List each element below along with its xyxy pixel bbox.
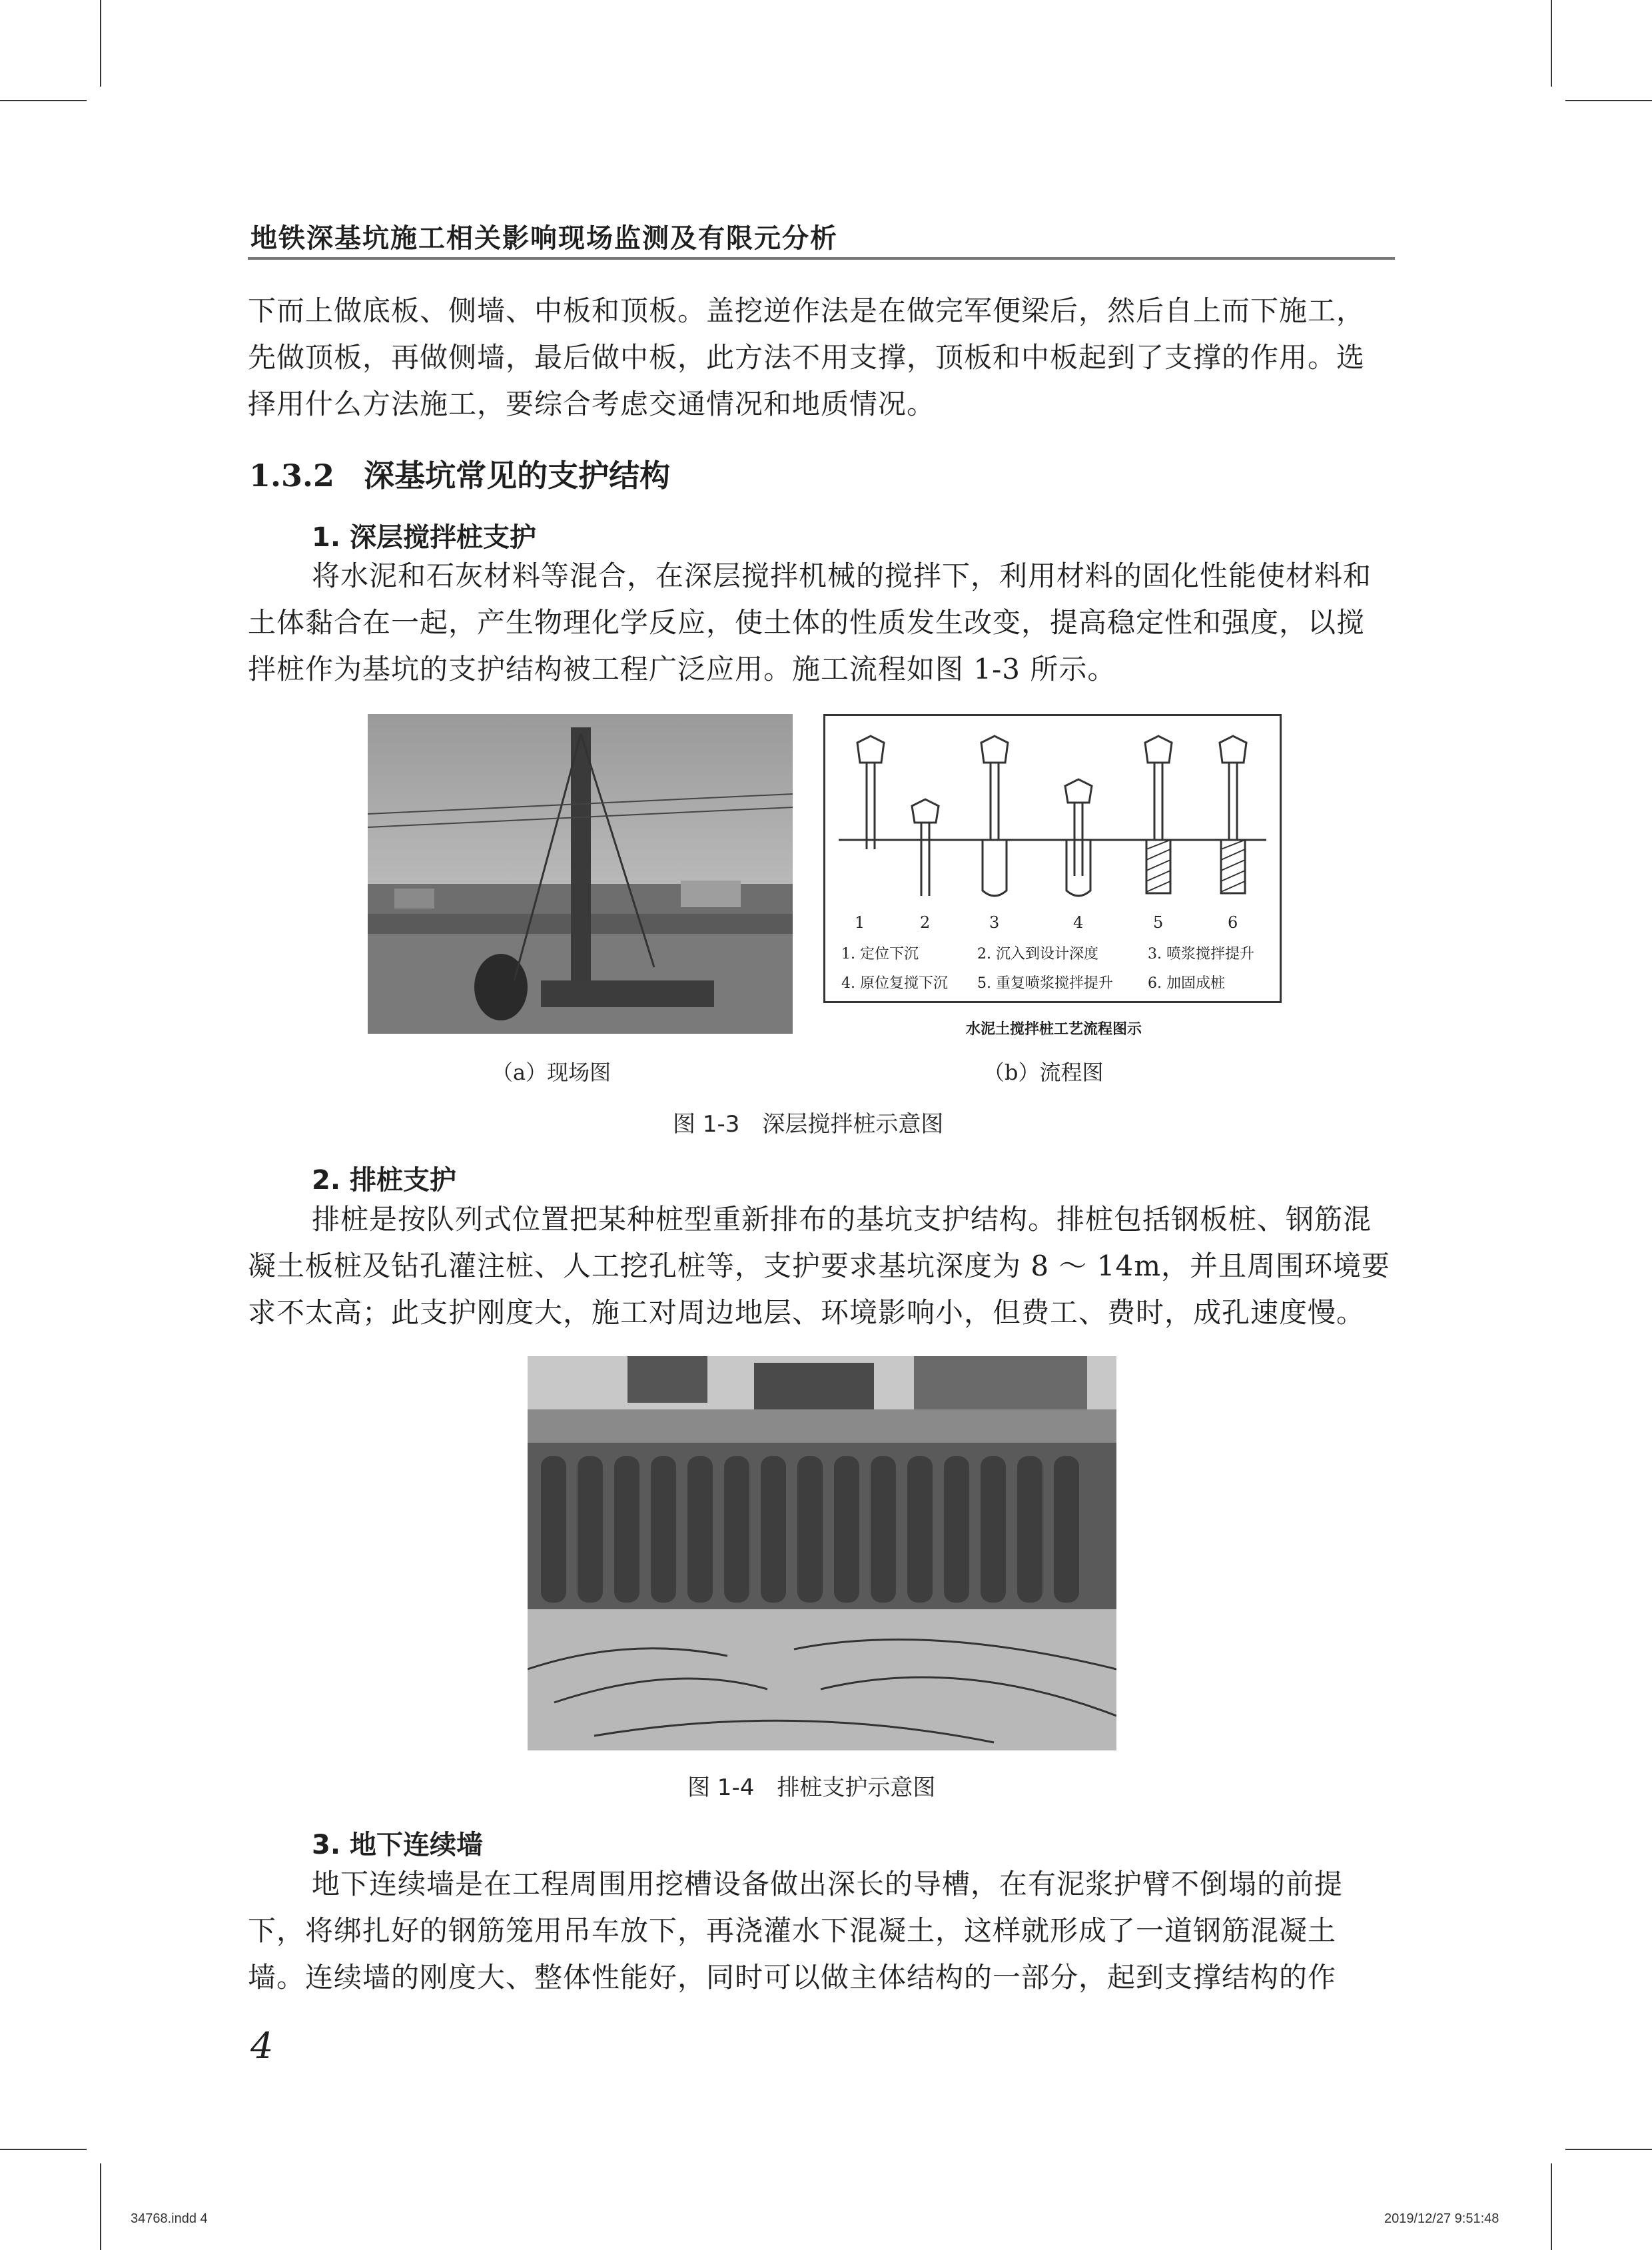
subheading-diaphragm-wall: 3. 地下连续墙	[312, 1830, 483, 1860]
legend-item: 4. 原位复搅下沉	[841, 975, 948, 992]
subcaption-a: （a）现场图	[492, 1060, 612, 1085]
paragraph-diaphragm-wall	[248, 1861, 1395, 2001]
figure-1-3-caption: 图 1-3 深层搅拌桩示意图	[673, 1111, 944, 1138]
figure-1-4-caption: 图 1-4 排桩支护示意图	[687, 1774, 936, 1801]
text-line: 地下连续墙是在工程周围用挖槽设备做出深长的导槽，在有泥浆护臂不倒塌的前提	[312, 1868, 1344, 1900]
section-title: 深基坑常见的支护结构	[364, 458, 671, 494]
step-number: 2	[920, 913, 931, 932]
legend-item: 6. 加固成桩	[1148, 975, 1225, 992]
paragraph-mixing-pile	[248, 553, 1395, 693]
text-line: 拌桩作为基坑的支护结构被工程广泛应用。施工流程如图 1-3 所示。	[248, 653, 1116, 685]
pile-step-3	[981, 736, 1008, 896]
running-header-title: 地铁深基坑施工相关影响现场监测及有限元分析	[250, 222, 838, 254]
flow-diagram-title: 水泥土搅拌桩工艺流程图示	[966, 1020, 1142, 1038]
step-number: 1	[855, 913, 865, 932]
text-line: 将水泥和石灰材料等混合，在深层搅拌机械的搅拌下，利用材料的固化性能使材料和	[312, 560, 1372, 592]
text-line: 下，将绑扎好的钢筋笼用吊车放下，再浇灌水下混凝土，这样就形成了一道钢筋混凝土	[248, 1914, 1337, 1947]
text-line: 土体黏合在一起，产生物理化学反应，使土体的性质发生改变，提高稳定性和强度，以搅	[248, 606, 1366, 639]
pile-step-6	[1220, 736, 1246, 893]
pile-step-2	[912, 799, 939, 896]
pile-step-4	[1065, 779, 1092, 896]
page-number: 4	[250, 2025, 274, 2067]
section-number: 1.3.2	[249, 458, 335, 494]
text-line: 择用什么方法施工，要综合考虑交通情况和地质情况。	[248, 388, 936, 420]
flow-diagram-box	[823, 714, 1282, 1003]
legend-item: 1. 定位下沉	[841, 946, 919, 962]
text-line: 先做顶板，再做侧墙，最后做中板，此方法不用支撑，顶板和中板起到了支撑的作用。选	[248, 341, 1366, 374]
pile-step-5	[1145, 736, 1172, 893]
step-number: 4	[1073, 913, 1084, 932]
text-line: 凝土板桩及钻孔灌注桩、人工挖孔桩等，支护要求基坑深度为 8 ～ 14m，并且周围环境要	[248, 1250, 1391, 1282]
legend-item: 2. 沉入到设计深度	[977, 946, 1098, 962]
paragraph-top	[248, 288, 1395, 428]
legend-item: 3. 喷浆搅拌提升	[1148, 946, 1254, 962]
site-photo-mixing-rig	[368, 714, 793, 1034]
step-number: 5	[1153, 913, 1164, 932]
step-number: 3	[989, 913, 1000, 932]
header-rule	[248, 257, 1395, 260]
step-number: 6	[1228, 913, 1238, 932]
slug-timestamp: 2019/12/27 9:51:48	[1384, 2211, 1499, 2226]
text-line: 排桩是按队列式位置把某种桩型重新排布的基坑支护结构。排桩包括钢板桩、钢筋混	[312, 1203, 1372, 1236]
text-line: 墙。连续墙的刚度大、整体性能好，同时可以做主体结构的一部分，起到支撑结构的作	[248, 1961, 1337, 1994]
subcaption-b: （b）流程图	[983, 1060, 1104, 1085]
pile-row-photo	[528, 1356, 1116, 1750]
text-line: 求不太高；此支护刚度大，施工对周边地层、环境影响小，但费工、费时，成孔速度慢。	[248, 1296, 1366, 1329]
text-line: 下而上做底板、侧墙、中板和顶板。盖挖逆作法是在做完军便梁后，然后自上而下施工，	[248, 294, 1366, 327]
slug-filename: 34768.indd 4	[131, 2211, 208, 2226]
subheading-mixing-pile: 1. 深层搅拌桩支护	[312, 522, 536, 553]
subheading-pile-row: 2. 排桩支护	[312, 1165, 456, 1196]
legend-item: 5. 重复喷浆搅拌提升	[977, 975, 1113, 992]
pile-step-1	[857, 736, 884, 849]
paragraph-pile-row	[248, 1196, 1395, 1336]
section-heading	[249, 452, 670, 496]
